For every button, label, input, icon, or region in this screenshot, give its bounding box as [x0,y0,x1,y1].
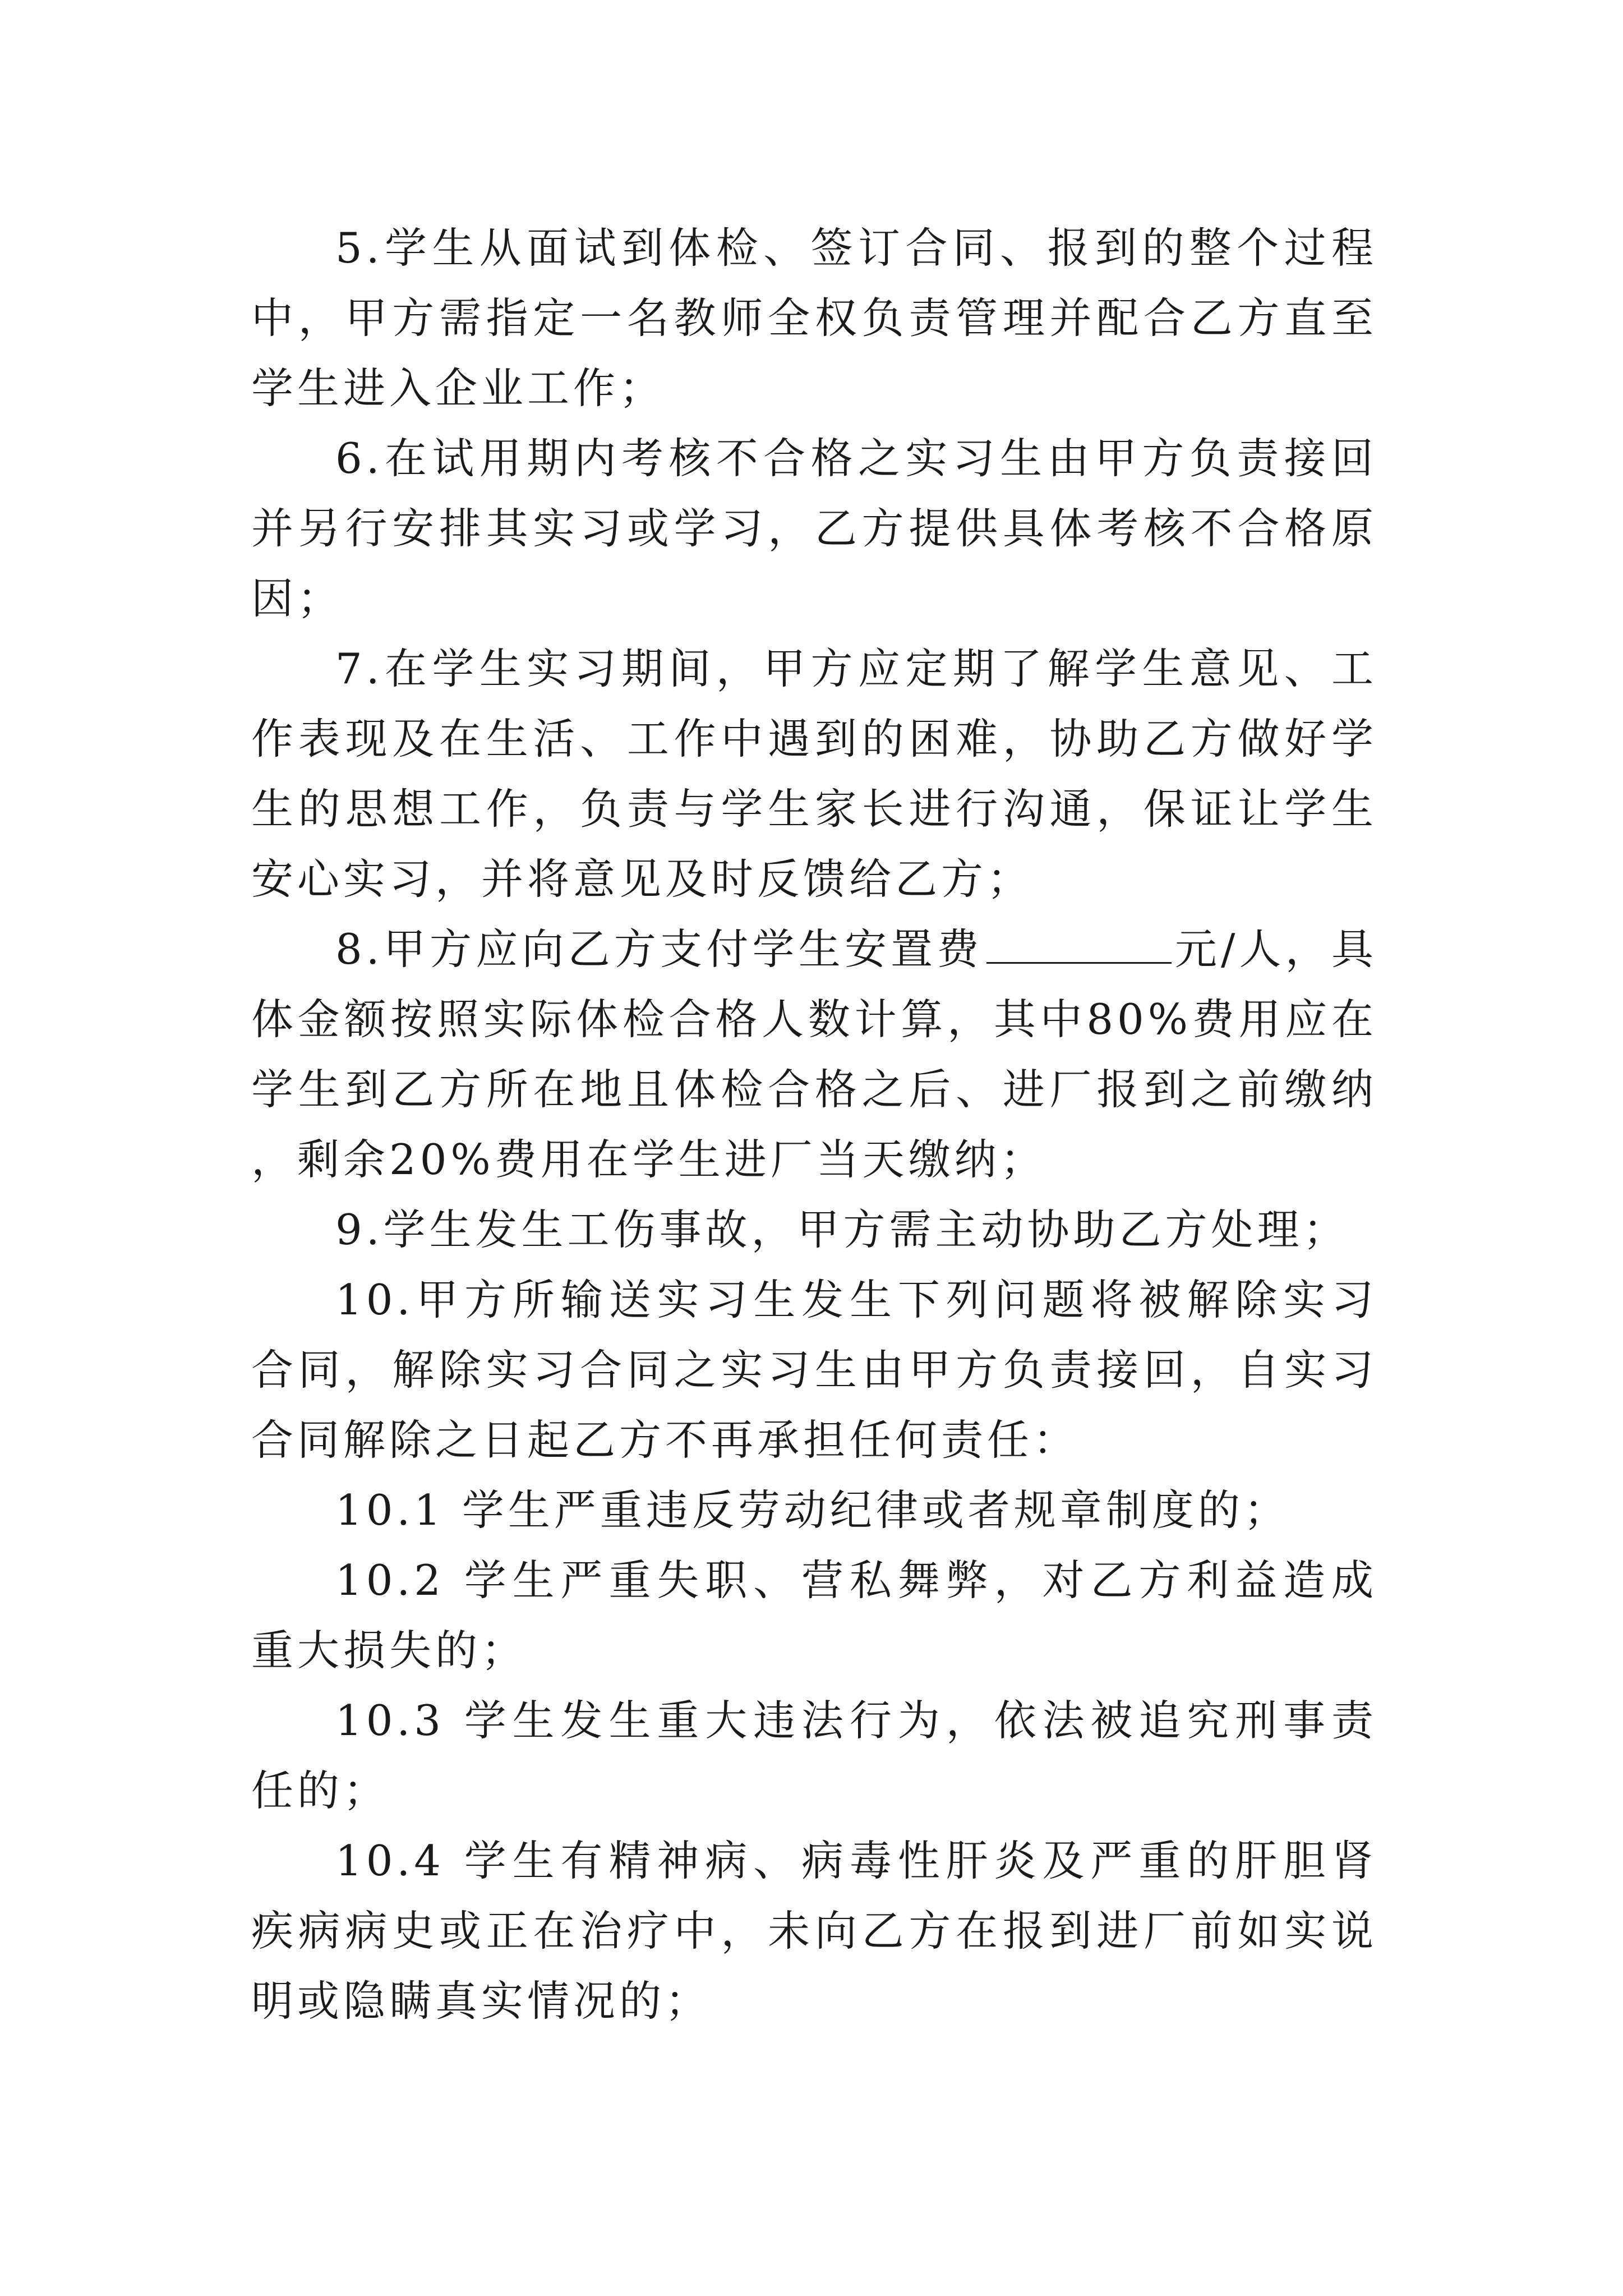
clause-9: 9.学生发生工伤事故，甲方需主动协助乙方处理； [335,1205,1349,1254]
clause-10: 10.甲方所输送实习生发生下列问题将被解除实习合同，解除实习合同之实习生由甲方负责接回，自实习合同解除之日起乙方不再承担任何责任： [251,1275,1377,1465]
clause-10-4: 10.4 学生有精神病、病毒性肝炎及严重的肝胆肾疾病病史或正在治疗中，未向乙方在报到进厂前如实说明或隐瞒真实情况的； [251,1836,1377,2026]
clause-7: 7.在学生实习期间，甲方应定期了解学生意见、工作表现及在生活、工作中遇到的困难，协助乙方做好学生的思想工作，负责与学生家长进行沟通，保证让学生安心实习，并将意见及时反馈给乙方； [251,644,1377,904]
clause-6: 6.在试用期内考核不合格之实习生由甲方负责接回并另行安排其实习或学习，乙方提供具体考核不合格原因； [251,434,1377,623]
clause-5: 5.学生从面试到体检、签订合同、报到的整个过程中，甲方需指定一名教师全权负责管理并配合乙方直至学生进入企业工作； [251,223,1377,413]
clause-8 [251,914,1377,1195]
fee-amount-blank [986,917,1172,964]
clause-8-text-before-blank: 8.甲方应向乙方支付学生安置费 [335,924,983,974]
clause-10-3: 10.3 学生发生重大违法行为，依法被追究刑事责任的； [251,1696,1377,1815]
document-body [251,213,1377,2036]
clause-8-text-after-blank: 元/人，具体金额按照实际体检合格人数计算，其中80%费用应在学生到乙方所在地且体检合格之后、进厂报到之前缴纳，剩余20%费用在学生进厂当天缴纳； [251,924,1377,1184]
clause-10-2: 10.2 学生严重失职、营私舞弊，对乙方利益造成重大损失的； [251,1556,1377,1675]
clause-10-1: 10.1 学生严重违反劳动纪律或者规章制度的； [335,1485,1290,1535]
